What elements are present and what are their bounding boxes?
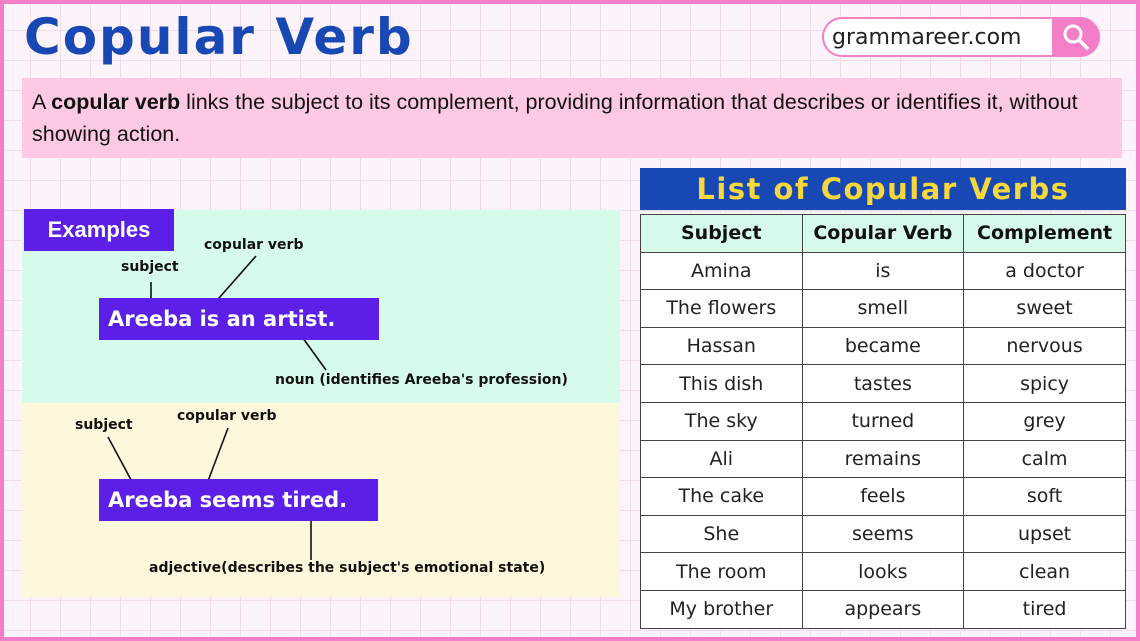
cell-subject: Amina — [641, 252, 803, 290]
cell-verb: looks — [802, 553, 964, 591]
ex2-verb-label: copular verb — [177, 408, 277, 424]
cell-complement: calm — [964, 440, 1126, 478]
table-row — [641, 327, 1126, 365]
cell-complement: sweet — [964, 290, 1126, 328]
cell-subject: The sky — [641, 402, 803, 440]
cell-subject: She — [641, 515, 803, 553]
header-copular-verb: Copular Verb — [802, 215, 964, 253]
ex2-complement-label: adjective(describes the subject's emotional state) — [149, 560, 546, 576]
cell-complement: spicy — [964, 365, 1126, 403]
ex1-complement-label: noun (identifies Areeba's profession) — [275, 372, 568, 388]
list-title: List of Copular Verbs — [640, 168, 1126, 210]
cell-subject: The cake — [641, 478, 803, 516]
cell-subject: Hassan — [641, 327, 803, 365]
definition-text: links the subject to its complement, providing information that describes or identifies it, without showing action. — [32, 90, 1078, 146]
header-complement: Complement — [964, 215, 1126, 253]
table-row — [641, 478, 1126, 516]
page-title: Copular Verb — [24, 8, 414, 66]
cell-verb: tastes — [802, 365, 964, 403]
table-row — [641, 553, 1126, 591]
cell-complement: tired — [964, 590, 1126, 628]
cell-subject: Ali — [641, 440, 803, 478]
cell-complement: upset — [964, 515, 1126, 553]
cell-complement: a doctor — [964, 252, 1126, 290]
table-row — [641, 440, 1126, 478]
cell-verb: turned — [802, 402, 964, 440]
table-header-row — [641, 215, 1126, 253]
cell-verb: appears — [802, 590, 964, 628]
copular-verbs-table — [640, 214, 1126, 629]
cell-complement: clean — [964, 553, 1126, 591]
cell-verb: remains — [802, 440, 964, 478]
cell-subject: This dish — [641, 365, 803, 403]
example-2-sentence: Areeba seems tired. — [99, 479, 378, 521]
cell-verb: is — [802, 252, 964, 290]
table-row — [641, 402, 1126, 440]
definition-term: copular verb — [51, 90, 181, 114]
cell-subject: The flowers — [641, 290, 803, 328]
ex1-verb-label: copular verb — [204, 237, 304, 253]
ex2-subject-label: subject — [75, 417, 133, 433]
cell-verb: became — [802, 327, 964, 365]
cell-verb: feels — [802, 478, 964, 516]
table-row — [641, 252, 1126, 290]
definition-lead: A — [32, 90, 52, 114]
brand-name: grammareer.com — [832, 24, 1022, 50]
table-row — [641, 515, 1126, 553]
cell-complement: nervous — [964, 327, 1126, 365]
table-row — [641, 290, 1126, 328]
header-subject: Subject — [641, 215, 803, 253]
cell-verb: smell — [802, 290, 964, 328]
cell-subject: The room — [641, 553, 803, 591]
cell-complement: soft — [964, 478, 1126, 516]
table-row — [641, 365, 1126, 403]
cell-subject: My brother — [641, 590, 803, 628]
example-1-sentence: Areeba is an artist. — [99, 298, 379, 340]
examples-label: Examples — [24, 209, 174, 251]
ex1-subject-label: subject — [121, 259, 179, 275]
table-row — [641, 590, 1126, 628]
cell-complement: grey — [964, 402, 1126, 440]
cell-verb: seems — [802, 515, 964, 553]
